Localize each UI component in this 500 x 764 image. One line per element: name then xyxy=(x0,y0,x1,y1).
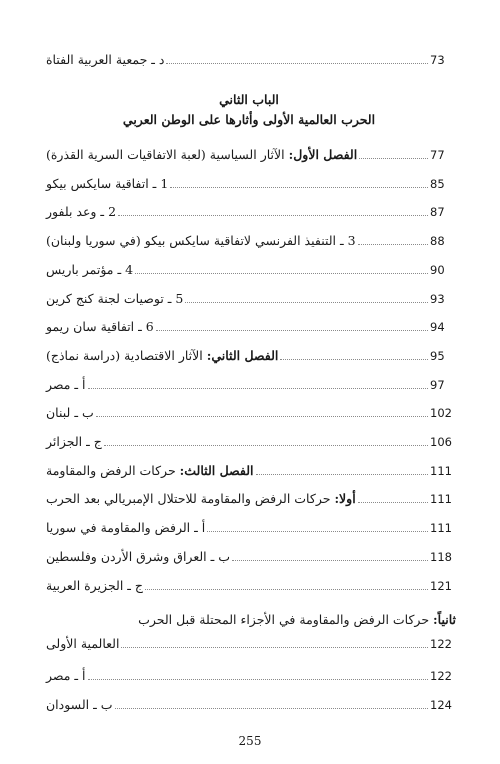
page-folio: 255 xyxy=(238,734,262,748)
toc-page-number: 85 xyxy=(430,177,445,191)
toc-entry-text: أ ـ مصر xyxy=(46,668,86,683)
toc-page-number: 94 xyxy=(430,320,445,334)
toc-entry-label xyxy=(42,462,254,480)
dot-leader xyxy=(88,370,428,389)
dot-leader xyxy=(170,169,428,188)
dot-leader xyxy=(115,690,429,709)
dot-leader xyxy=(280,341,428,360)
toc-entry-label: حركات الرفض والمقاومة في الأجزاء المحتلة قبل الحرب xyxy=(138,612,430,627)
toc-entry-text: أ ـ مصر xyxy=(46,377,86,392)
toc-entry-label xyxy=(42,490,356,508)
dot-leader xyxy=(359,140,428,159)
dot-leader xyxy=(135,255,428,274)
toc-entry-prefix: ثانياً: xyxy=(433,612,456,627)
toc-entry-label xyxy=(42,347,278,365)
toc-entry xyxy=(42,692,456,714)
toc-entry-text: 5 ـ توصيات لجنة كنج كرين xyxy=(46,291,184,306)
toc-entry-text: حركات الرفض والمقاومة للاحتلال الإمبريالي بعد الحرب xyxy=(46,491,331,506)
toc-entry-text: حركات الرفض والمقاومة xyxy=(46,463,176,478)
dot-leader xyxy=(185,284,428,303)
toc-entry-text: الآثار الاقتصادية (دراسة نماذج) xyxy=(46,348,203,363)
toc-page-number: 121 xyxy=(430,579,452,593)
toc-entry xyxy=(42,228,456,250)
dot-leader xyxy=(145,571,428,590)
toc-entry-label xyxy=(42,548,230,566)
toc-entry-prefix: الفصل الثالث: xyxy=(179,463,254,478)
toc-entry xyxy=(42,400,456,422)
toc-entry xyxy=(42,142,456,164)
toc-entry xyxy=(42,544,456,566)
toc-entry xyxy=(42,515,456,537)
dot-leader xyxy=(156,312,428,331)
toc-page-number: 95 xyxy=(430,349,445,363)
toc-entry xyxy=(42,573,456,595)
toc-page-number: 122 xyxy=(430,669,452,683)
toc-entry-label xyxy=(42,290,183,308)
toc-entry-text: 6 ـ اتفاقية سان ريمو xyxy=(46,319,154,334)
dot-leader xyxy=(232,542,428,561)
toc-entry-label xyxy=(42,667,86,685)
dot-leader xyxy=(207,513,428,532)
toc-entry-label xyxy=(42,696,113,714)
toc-entry-label xyxy=(42,376,86,394)
toc-page-number: 111 xyxy=(430,492,452,506)
toc-entry-part2-line1 xyxy=(138,612,456,627)
toc-entry-text: ب ـ العراق وشرق الأردن وفلسطين xyxy=(46,549,231,564)
toc-entry xyxy=(42,343,456,365)
toc-entry xyxy=(42,458,456,480)
toc-page-number: 106 xyxy=(430,435,452,449)
toc-entry-label: العالمية الأولى xyxy=(46,636,120,651)
toc-entry-prefix: أولا: xyxy=(334,491,356,506)
toc-page-number: 118 xyxy=(430,550,452,564)
dot-leader xyxy=(358,226,428,245)
toc-entry-text: ب ـ السودان xyxy=(46,697,113,712)
toc-page-number: 97 xyxy=(430,378,445,392)
toc-entry-label xyxy=(42,577,143,595)
chapter-number: الباب الثاني xyxy=(219,92,279,107)
dot-leader xyxy=(96,398,428,417)
dot-leader xyxy=(358,484,428,503)
toc-entry-label xyxy=(42,318,154,336)
dot-leader xyxy=(121,629,428,648)
toc-entry-text: 1 ـ اتفاقية سايكس بيكو xyxy=(46,176,169,191)
chapter-title: الحرب العالمية الأولى وأثارها على الوطن العربي xyxy=(122,112,376,127)
toc-entry-label xyxy=(42,146,357,164)
toc-page-number: 88 xyxy=(430,234,445,248)
toc-entry-text: الآثار السياسية (لعبة الاتفاقيات السرية القذرة) xyxy=(46,147,285,162)
dot-leader xyxy=(118,197,428,216)
toc-entry xyxy=(42,286,456,308)
toc-entry xyxy=(42,631,456,653)
toc-page-number: 77 xyxy=(430,148,445,162)
toc-entry xyxy=(42,663,456,685)
toc-page-number: 124 xyxy=(430,698,452,712)
toc-entry-text: ج ـ الجزيرة العربية xyxy=(46,578,143,593)
toc-entry-text: ب ـ لبنان xyxy=(46,405,94,420)
toc-page-number: 111 xyxy=(430,464,452,478)
toc-entry xyxy=(42,372,456,394)
toc-page-number: 111 xyxy=(430,521,452,535)
toc-page-number: 90 xyxy=(430,263,445,277)
toc-entry-label xyxy=(42,519,205,537)
toc-entry-text: ج ـ الجزائر xyxy=(46,434,102,449)
dot-leader xyxy=(88,661,428,680)
toc-entry-text: أ ـ الرفض والمقاومة في سوريا xyxy=(46,520,206,535)
toc-entry-label xyxy=(42,203,116,221)
toc-entry-text: 3 ـ التنفيذ الفرنسي لاتفاقية سايكس بيكو (في سوريا ولبنان) xyxy=(46,233,356,248)
dot-leader xyxy=(104,427,428,446)
toc-page-number: 122 xyxy=(430,637,452,651)
toc-entry xyxy=(42,486,456,508)
toc-entry-label xyxy=(42,232,356,250)
toc-entry xyxy=(42,429,456,451)
toc-entry-label xyxy=(42,175,168,193)
toc-entry xyxy=(42,199,456,221)
toc-page-number: 102 xyxy=(430,406,452,420)
toc-entry xyxy=(42,171,456,193)
toc-entry xyxy=(42,257,456,279)
toc-entry-text: 2 ـ وعد بلفور xyxy=(46,204,117,219)
toc-page-number: 93 xyxy=(430,292,445,306)
toc-page-number: 87 xyxy=(430,205,445,219)
toc-entry-label: د ـ جمعية العربية الفتاة xyxy=(46,52,165,67)
toc-entry-prefix: الفصل الثاني: xyxy=(206,348,279,363)
toc-page-number: 73 xyxy=(430,53,445,67)
toc-entry xyxy=(42,47,456,69)
toc-entry xyxy=(42,314,456,336)
toc-entry-prefix: الفصل الأول: xyxy=(288,147,358,162)
toc-entry-label xyxy=(42,404,94,422)
toc-entry-label xyxy=(42,433,102,451)
dot-leader xyxy=(166,45,428,64)
toc-entry-text: 4 ـ مؤتمر باريس xyxy=(46,262,134,277)
dot-leader xyxy=(256,456,429,475)
toc-entry-label xyxy=(42,261,133,279)
